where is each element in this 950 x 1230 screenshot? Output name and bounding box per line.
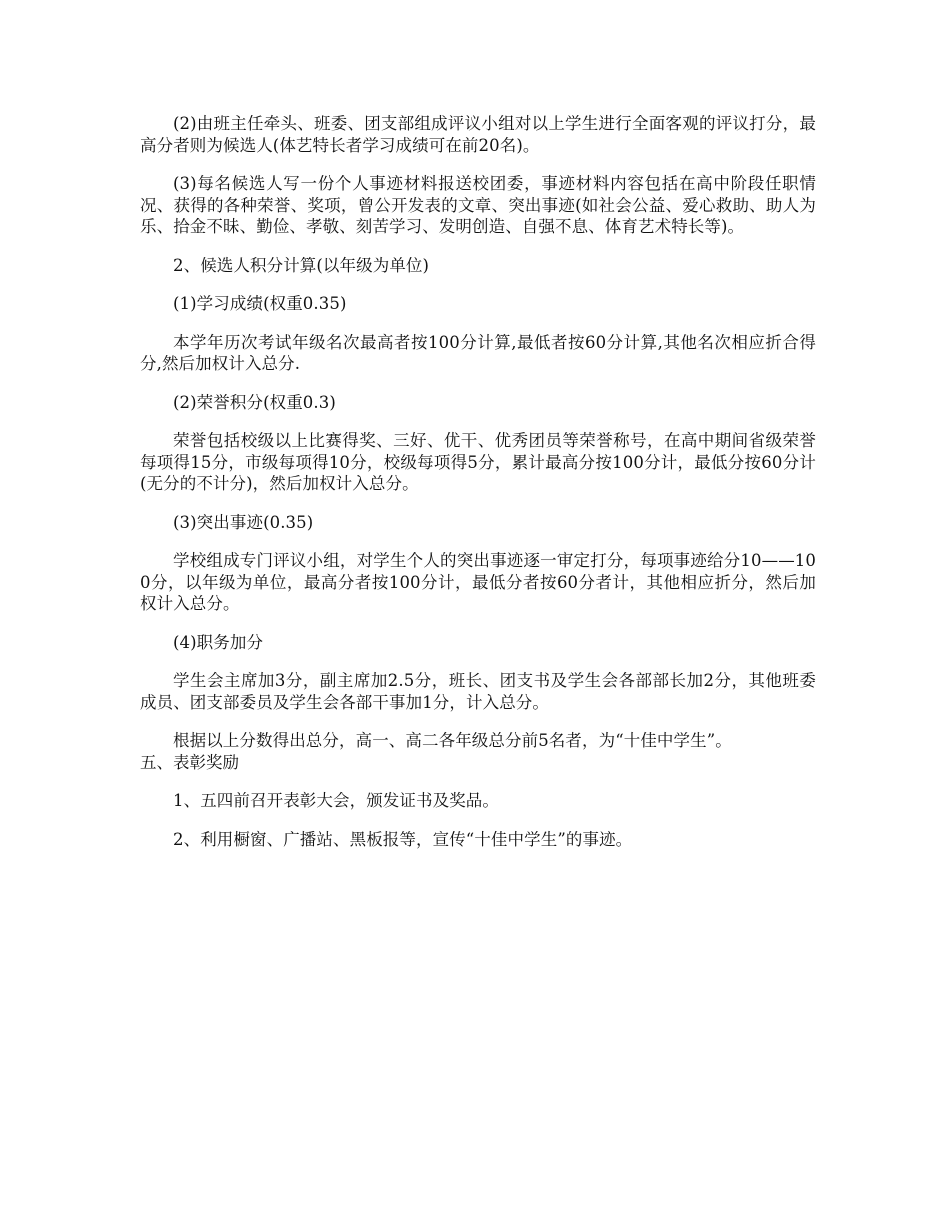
award-item-publicity: 2、利用橱窗、广播站、黑板报等，宣传“十佳中学生”的事迹。: [173, 829, 633, 849]
paragraph-score-calculation-title: 2、候选人积分计算(以年级为单位): [173, 255, 430, 275]
paragraph-academic-score-title: (1)学习成绩(权重0.35): [173, 294, 347, 313]
paragraph-evaluation-group: (2)由班主任牵头、班委、团支部组成评议小组对以上学生进行全面客观的评议打分，最高分者则为候选人(体艺特长者学习成绩可在前20名)。: [140, 114, 816, 155]
paragraph-position-bonus-title: (4)职务加分: [173, 632, 264, 652]
paragraph-deeds-score-title: (3)突出事迹(0.35): [173, 512, 314, 532]
paragraph-academic-score-rule: 本学年历次考试年级名次最高者按100分计算,最低者按60分计算,其他名次相应折合得分,然后加权计入总分.: [140, 332, 816, 373]
paragraph-candidate-materials: (3)每名候选人写一份个人事迹材料报送校团委，事迹材料内容包括在高中阶段任职情况、获得的各种荣誉、奖项，曾公开发表的文章、突出事迹(如社会公益、爱心救助、助人为乐、拾金不昧、勤俭、孝敬、刻苦学习、发明创造、自强不息、体育艺术特长等)。: [140, 174, 816, 236]
paragraph-final-total: 根据以上分数得出总分，高一、高二各年级总分前5名者，为“十佳中学生”。: [173, 731, 732, 750]
section-heading-awards: 五、表彰奖励: [140, 752, 239, 772]
award-item-ceremony: 1、五四前召开表彰大会，颁发证书及奖品。: [173, 791, 499, 810]
paragraph-honor-score-title: (2)荣誉积分(权重0.3): [173, 392, 336, 412]
paragraph-deeds-score-rule: 学校组成专门评议小组，对学生个人的突出事迹逐一审定打分，每项事迹给分10——100分，以年级为单位，最高分者按100分计，最低分者按60分者计，其他相应折分，然后加权计入总分。: [140, 551, 816, 613]
document-page: [140, 113, 816, 867]
paragraph-position-bonus-rule: 学生会主席加3分，副主席加2.5分，班长、团支书及学生会各部部长加2分，其他班委成员、团支部委员及学生会各部干事加1分，计入总分。: [140, 671, 816, 712]
paragraph-honor-score-rule: 荣誉包括校级以上比赛得奖、三好、优干、优秀团员等荣誉称号，在高中期间省级荣誉每项得15分，市级每项得10分，校级每项得5分，累计最高分按100分计，最低分按60分计(无分的不计分)，然后加权计入总分。: [140, 431, 816, 493]
